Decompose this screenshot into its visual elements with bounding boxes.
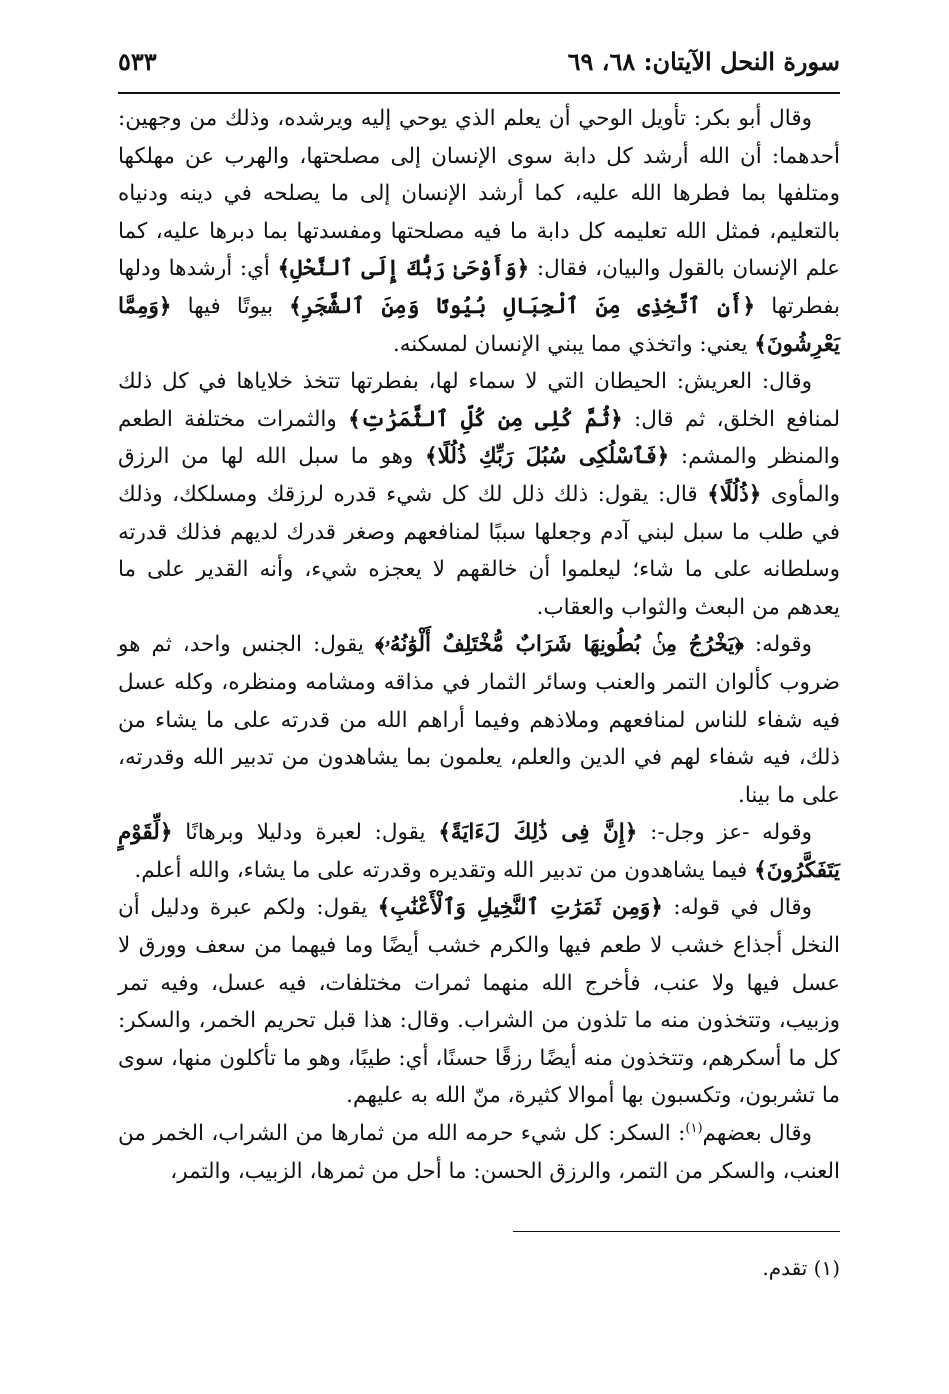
- footnote: (١) تقدم.: [762, 1256, 840, 1280]
- quran-quote: ﴿أَنِ ٱتَّخِذِى مِنَ ٱلْجِبَالِ بُيُوتًا وَمِنَ ٱلشَّجَرِ﴾: [289, 293, 756, 319]
- text-run: قال: يقول: ذلك ذلل لك كل شيء قدره لرزقك ومسلكك، وذلك في طلب ما سبل لبني آدم وجعلها سببًا لمنافعهم وصغر قدرك لديهم فذلك قدرته وسلطانه على ما شاء؛ ليعلموا أن خالقهم لا يعجزه شيء، وأنه القدير على ما يعدهم من البعث والثواب والعقاب.: [118, 481, 840, 620]
- text-run: بيوتًا فيها: [171, 293, 290, 319]
- paragraph: [118, 363, 840, 626]
- text-run: أي: أرشدها ودلها بفطرتها: [118, 256, 841, 319]
- footnote-divider: [513, 1231, 840, 1232]
- quran-quote: ﴿وَأَوْحَىٰ رَبُّكَ إِلَى ٱلنَّحْلِ﴾: [277, 256, 530, 282]
- quran-quote: ﴿إِنَّ فِى ذَٰلِكَ لَءَايَةً﴾: [438, 820, 638, 846]
- paragraph: [118, 1115, 840, 1190]
- quran-quote: ﴿ذُلُلًا﴾: [707, 481, 762, 507]
- quran-quote: ﴿ثُمَّ كُلِى مِن كُلِّ ٱلثَّمَرَٰتِ﴾: [348, 406, 623, 432]
- page-number: ٥٣٣: [118, 46, 157, 76]
- text-run: يقول: لعبرة ودليلا وبرهانًا: [172, 820, 439, 846]
- paragraph: [118, 814, 840, 889]
- paragraph: [118, 626, 840, 814]
- page-header: [118, 38, 840, 84]
- text-run: وقال: العريش: الحيطان التي لا سماء لها، بفطرتها تتخذ خلاياها في كل ذلك لمنافع الخلق، ثم قال:: [118, 369, 841, 432]
- running-title: سورة النحل الآيتان: ٦٨، ٦٩: [567, 46, 840, 76]
- text-run: وهو ما سبل الله لها من الرزق والمأوى: [118, 444, 841, 507]
- paragraph: [118, 100, 840, 363]
- text-run: يعني: واتخذي مما يبني الإنسان لمسكنه.: [392, 331, 755, 357]
- quran-quote: ﴿وَمِمَّا يَعْرِشُونَ﴾: [118, 293, 840, 357]
- text-run: : السكر: كل شيء حرمه الله من ثمارها من الشراب، الخمر من العنب، والسكر من التمر، والرزق الحسن: ما أحل من ثمرها، الزبيب، والتمر،: [118, 1121, 840, 1184]
- text-run: وقوله -عز وجل-:: [637, 820, 812, 846]
- text-run: وقال أبو بكر: تأويل الوحي أن يعلم الذي يوحي إليه ويرشده، وذلك من وجهين: أحدهما: أن الله أرشد كل دابة سوى الإنسان إلى مصلحتها، والهرب عن مهلكها ومتلفها بما فطرها الله عليه، كما أرشد الإنسان إلى ما يصلحه في دينه ودنياه بالتعليم، فمثل الله تعليمه كل دابة ما فيه مصلحتها ومفسدتها بما دبرها عليه، كما علم الإنسان بالقول والبيان، فقال:: [118, 106, 840, 282]
- header-divider: [118, 92, 840, 94]
- text-run: والثمرات مختلفة الطعم والمنظر والمشم:: [118, 406, 840, 470]
- quran-quote: ﴿يَخْرُجُ مِنۢ بُطُونِهَا شَرَابٌ مُّخْتَلِفٌ أَلْوَٰنُهُۥ﴾: [374, 632, 744, 658]
- paragraph: [118, 889, 840, 1115]
- footnote-marker: (١): [685, 1120, 703, 1136]
- text-run: وقال بعضهم: [702, 1121, 812, 1147]
- quran-quote: ﴿وَمِن ثَمَرَٰتِ ٱلنَّخِيلِ وَٱلْأَعْنَٰبِ﴾: [377, 895, 663, 921]
- quran-quote: ﴿لِّقَوْمٍ يَتَفَكَّرُونَ﴾: [118, 820, 840, 883]
- text-run: فيما يشاهدون من تدبير الله وتقديره وقدرته على ما يشاء، والله أعلم.: [134, 857, 755, 883]
- text-run: وقوله:: [743, 632, 812, 658]
- text-run: يقول: ولكم عبرة ودليل أن النخل أجذاع خشب لا طعم فيها والكرم خشب أيضًا وما فيهما من سعف وورق لا عسل فيها ولا عنب، فأخرج الله منهما ثمرات مختلفات، فيه عسل، وفيه تمر وزبيب، وتتخذون منه ما تلذون من الشراب. وقال: هذا قبل تحريم الخمر، والسكر: كل ما أسكرهم، وتتخذون منه أيضًا رزقًا حسنًا، أي: طيبًا، وهو ما تأكلون منها، سوى ما تشربون، وتكسبون بها أموالا كثيرة، منّ الله به عليهم.: [118, 895, 840, 1109]
- text-run: يقول: الجنس واحد، ثم هو ضروب كألوان التمر والعنب وسائر الثمار في مذاقه ومشامه ومنظره، وكله عسل فيه شفاء للناس لمنافعهم وملاذهم وفيما أراهم الله من قدرته على ما يشاء من ذلك، فيه شفاء لهم في الدين والعلم، يعلمون بما يشاهدون من تدبير الله وقدرته، على ما بينا.: [118, 632, 840, 808]
- text-run: وقال في قوله:: [662, 895, 812, 921]
- quran-quote: ﴿فَٱسْلُكِى سُبُلَ رَبِّكِ ذُلُلًا﴾: [425, 444, 670, 470]
- body-text: [118, 100, 840, 1190]
